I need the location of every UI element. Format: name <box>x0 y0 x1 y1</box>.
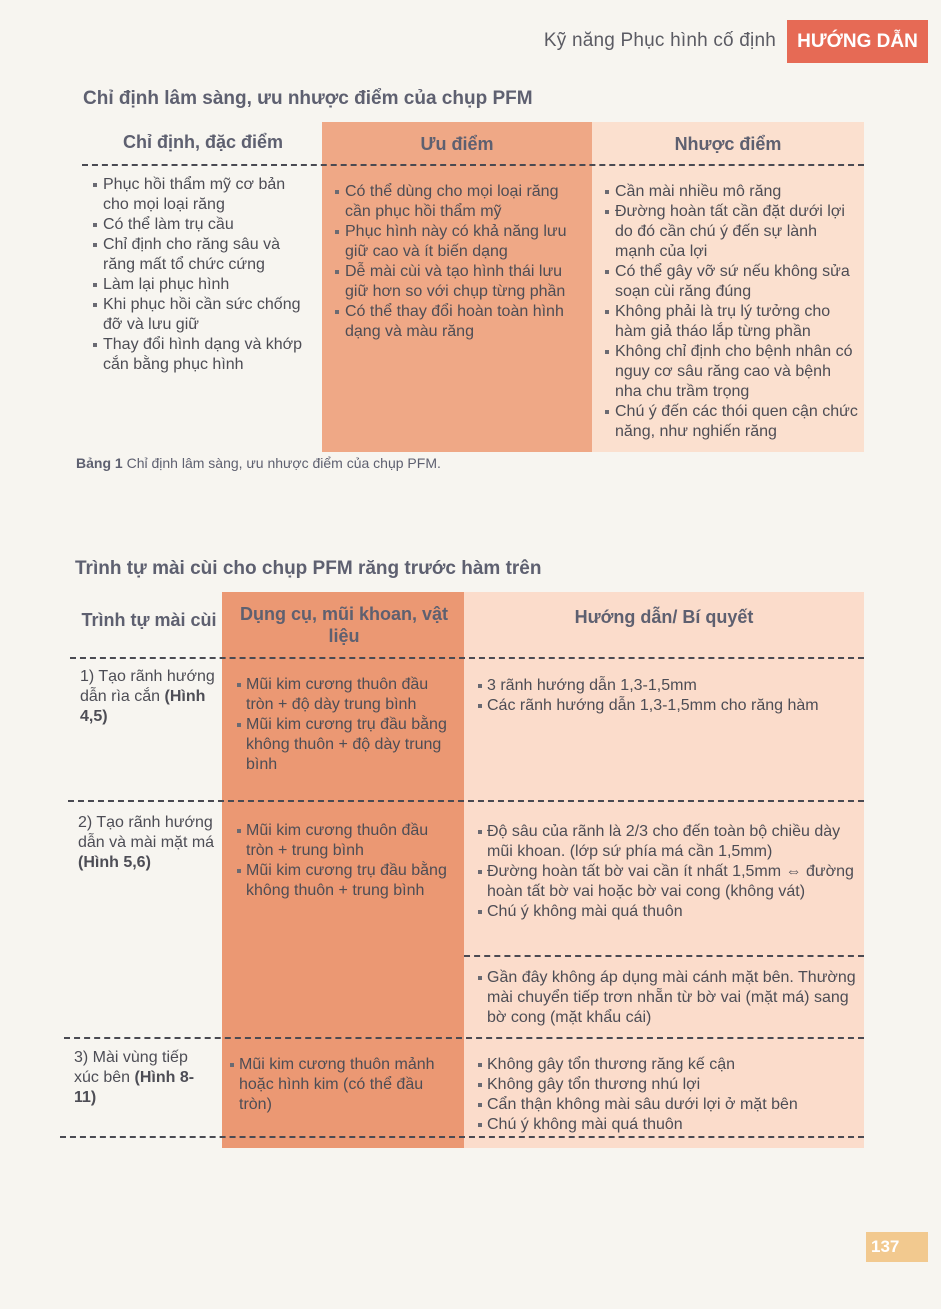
list-item: Có thể thay đổi hoàn toàn hình dạng và màu răng <box>334 302 586 342</box>
step-ref: (Hình 5,6) <box>78 854 151 871</box>
list-item: Khi phục hồi cần sức chống đỡ và lưu giữ <box>92 295 312 335</box>
table2-row1-step <box>80 667 216 727</box>
table2-row2-tips-extra <box>478 968 858 1028</box>
table2-row3-tips <box>478 1055 858 1135</box>
table2-row-divider <box>68 800 864 802</box>
list-item: Thay đổi hình dạng và khớp cắn bằng phục hình <box>92 335 312 375</box>
table1-title: Chỉ định lâm sàng, ưu nhược điểm của chụp PFM <box>83 88 533 109</box>
list-item: Mũi kim cương thuôn mảnh hoặc hình kim (có thể đầu tròn) <box>230 1055 456 1115</box>
list-item: Mũi kim cương trụ đầu bằng không thuôn + độ dày trung bình <box>237 715 455 775</box>
table2-row1-tips <box>478 676 858 716</box>
list-item: Không gây tổn thương răng kế cận <box>478 1055 858 1075</box>
table2-row2-step <box>78 813 216 873</box>
list-item: Không gây tổn thương nhú lợi <box>478 1075 858 1095</box>
list-item: Các rãnh hướng dẫn 1,3-1,5mm cho răng hàm <box>478 696 858 716</box>
list-item: Mũi kim cương thuôn đầu tròn + độ dày trung bình <box>237 675 455 715</box>
step-text: 3) Mài vùng tiếp xúc bên <box>74 1049 188 1086</box>
table2-header-tools: Dụng cụ, mũi khoan, vật liệu <box>239 604 449 646</box>
step-text: 1) Tạo rãnh hướng dẫn rìa cắn <box>80 668 215 705</box>
list-item: Làm lại phục hình <box>92 275 312 295</box>
list-item: Mũi kim cương trụ đầu bằng không thuôn + trung bình <box>237 861 455 901</box>
list-item: Không chỉ định cho bệnh nhân có nguy cơ sâu răng cao và bệnh nha chu trầm trọng <box>604 342 858 402</box>
list-item: Dễ mài cùi và tạo hình thái lưu giữ hơn so với chụp từng phần <box>334 262 586 302</box>
list-item: Mũi kim cương thuôn đầu tròn + trung bình <box>237 821 455 861</box>
list-item: Đường hoàn tất cần đặt dưới lợi do đó cần chú ý đến sự lành mạnh của lợi <box>604 202 858 262</box>
table2-row2-tools <box>237 821 455 901</box>
list-item: Có thể dùng cho mọi loại răng cần phục hồi thẩm mỹ <box>334 182 586 222</box>
list-item: Phục hình này có khả năng lưu giữ cao và ít biến dạng <box>334 222 586 262</box>
table2-row-divider <box>64 1037 864 1039</box>
list-item: Độ sâu của rãnh là 2/3 cho đến toàn bộ chiều dày mũi khoan. (lớp sứ phía má cần 1,5mm) <box>478 822 858 862</box>
list-item: Chú ý đến các thói quen cận chức năng, như nghiến răng <box>604 402 858 442</box>
table2-row3-tools <box>230 1055 456 1115</box>
step-text: 2) Tạo rãnh hướng dẫn và mài mặt má <box>78 814 215 851</box>
caption-label: Bảng 1 <box>76 455 123 471</box>
table1-advantages-list <box>334 182 586 342</box>
table2-row1-tools <box>237 675 455 775</box>
list-item: Cẩn thận không mài sâu dưới lợi ở mặt bên <box>478 1095 858 1115</box>
list-item: Có thể làm trụ cầu <box>92 215 312 235</box>
table2-row2-tips <box>478 822 858 922</box>
table2-title: Trình tự mài cùi cho chụp PFM răng trước hàm trên <box>75 558 542 579</box>
table2-header-divider <box>70 657 864 659</box>
list-item: 3 rãnh hướng dẫn 1,3-1,5mm <box>478 676 858 696</box>
step-ref: (Hình 8-11) <box>74 1069 195 1106</box>
table1-indications-list <box>92 175 312 375</box>
step-ref: (Hình 4,5) <box>80 688 206 725</box>
table2-row3-step <box>74 1048 216 1108</box>
chapter-title: Kỹ năng Phục hình cố định <box>543 30 776 51</box>
list-item: Chỉ định cho răng sâu và răng mất tổ chức cứng <box>92 235 312 275</box>
list-item: Cần mài nhiều mô răng <box>604 182 858 202</box>
list-item: Gần đây không áp dụng mài cánh mặt bên. Thường mài chuyển tiếp trơn nhẵn từ bờ vai (mặt má) sang bờ cong (mặt khẩu cái) <box>478 968 858 1028</box>
table1-header-disadvantages: Nhược điểm <box>674 133 782 154</box>
table1-header-indication: Chỉ định, đặc điểm <box>122 131 283 152</box>
section-badge: HƯỚNG DẪN <box>787 20 928 63</box>
table2-header-step: Trình tự mài cùi <box>81 610 217 630</box>
table2-header-tips: Hướng dẫn/ Bí quyết <box>574 607 754 627</box>
list-item: Chú ý không mài quá thuôn <box>478 1115 858 1135</box>
list-item: Có thể gây vỡ sứ nếu không sửa soạn cùi răng đúng <box>604 262 858 302</box>
table1-caption <box>76 455 441 471</box>
table1-disadvantages-list <box>604 182 858 442</box>
list-item: Phục hồi thẩm mỹ cơ bản cho mọi loại răng <box>92 175 312 215</box>
page-number: 137 <box>866 1232 928 1262</box>
table2-subrow-divider <box>464 955 864 957</box>
list-item: Đường hoàn tất bờ vai cần ít nhất 1,5mm ⇔ đường hoàn tất bờ vai hoặc bờ vai cong (không vát) <box>478 862 858 902</box>
list-item: Chú ý không mài quá thuôn <box>478 902 858 922</box>
list-item: Không phải là trụ lý tưởng cho hàm giả tháo lắp từng phần <box>604 302 858 342</box>
table1-header-divider <box>82 164 864 166</box>
table1-header-advantages: Ưu điểm <box>420 133 494 154</box>
table2-bottom-divider <box>60 1136 864 1138</box>
caption-text: Chỉ định lâm sàng, ưu nhược điểm của chụp PFM. <box>126 455 441 471</box>
